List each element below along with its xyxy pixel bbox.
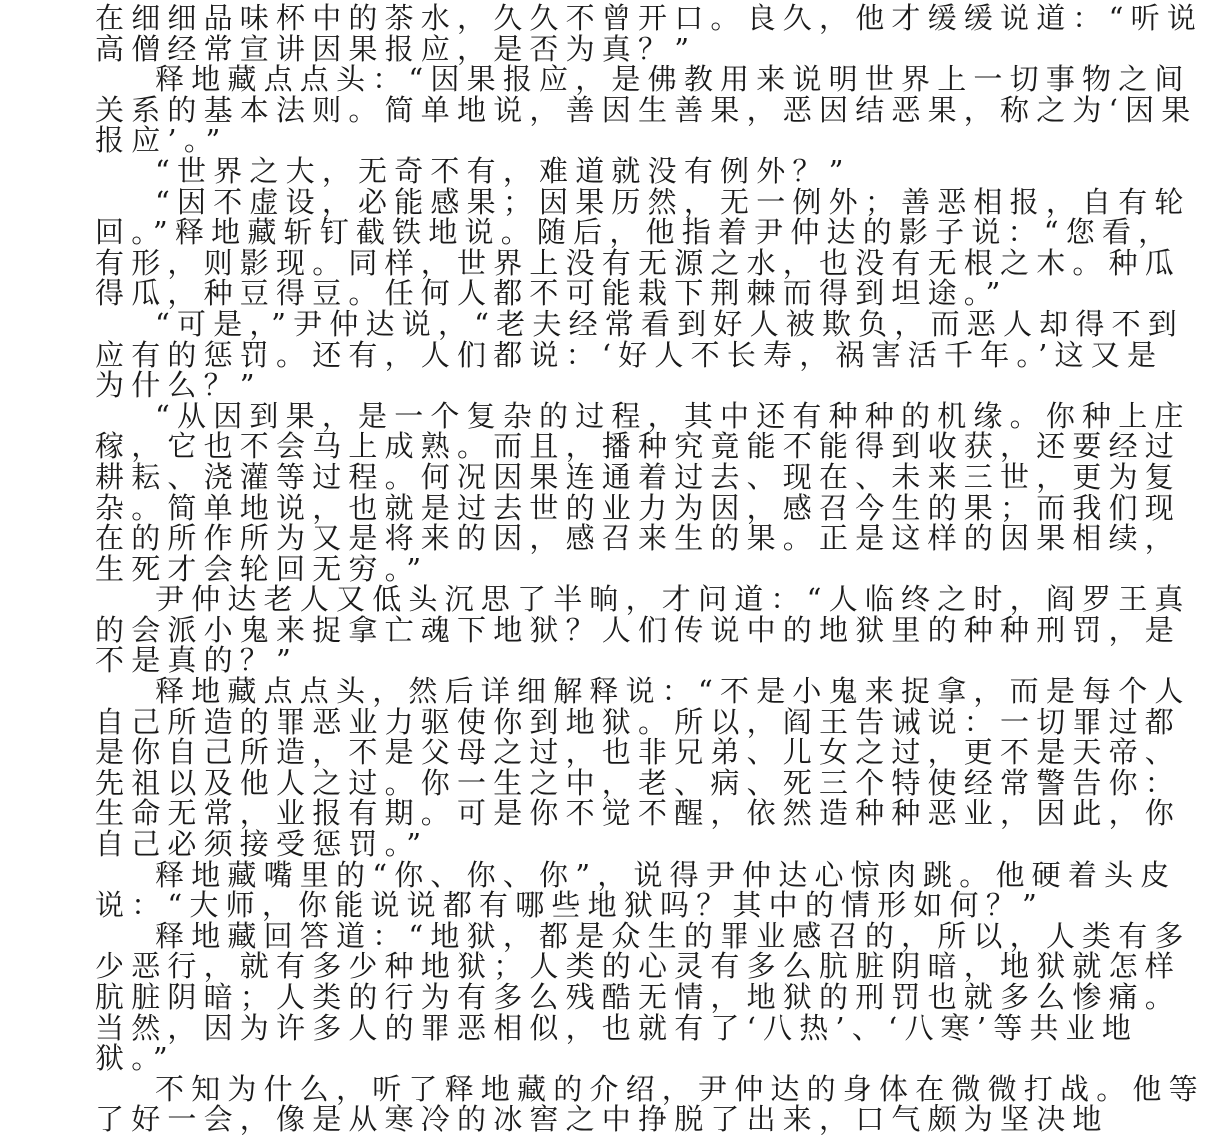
text-line: 是你自己所造，不是父母之过，也非兄弟、儿女之过，更不是天帝、 (95, 735, 1182, 770)
text-line: 应有的惩罚。还有，人们都说：‘好人不长寿，祸害活千年。’这又是 (95, 337, 1164, 372)
text-line: 为什么？” (95, 368, 262, 403)
text-line-paragraph-start: 释地藏回答道：“地狱，都是众生的罪业感召的，所以，人类有多 (155, 918, 1191, 953)
text-line: 在的所作所为又是将来的因，感召来生的果。正是这样的因果相续， (95, 521, 1182, 556)
text-line: 稼，它也不会马上成熟。而且，播种究竟能不能得到收获，还要经过 (95, 429, 1182, 464)
text-line: 说：“大师，你能说说都有哪些地狱吗？其中的情形如何？” (95, 888, 1045, 923)
text-line: 肮脏阴暗；人类的行为有多么残酷无情，地狱的刑罚也就多么惨痛。 (95, 980, 1182, 1014)
text-line-paragraph-start: 不知为什么，听了释地藏的介绍，尹仲达的身体在微微打战。他等 (155, 1071, 1205, 1106)
text-line-paragraph-start: “世界之大，无奇不有，难道就没有例外？” (155, 153, 851, 188)
text-line: 先祖以及他人之过。你一生之中，老、病、死三个特使经常警告你： (95, 765, 1182, 800)
text-line: 耕耘、浇灌等过程。何况因果连通着过去、现在、未来三世，更为复 (95, 459, 1182, 494)
text-line: 不是真的？” (95, 643, 299, 678)
text-line: 少恶行，就有多少种地狱；人类的心灵有多么肮脏阴暗，地狱就怎样 (95, 949, 1182, 984)
text-line: 杂。简单地说，也就是过去世的业力为因，感召今生的果；而我们现 (95, 490, 1182, 525)
text-line-paragraph-start: 释地藏嘴里的“你、你、你”，说得尹仲达心惊肉跳。他硬着头皮 (155, 857, 1177, 892)
document-page (95, 1, 1205, 1137)
text-line-paragraph-start: 释地藏点点头，然后详细解释说：“不是小鬼来捉拿，而是每个人 (155, 674, 1191, 709)
text-line: 狱。” (95, 1041, 175, 1076)
text-line: 高僧经常宣讲因果报应，是否为真？” (95, 31, 697, 66)
text-line: 生命无常，业报有期。可是你不觉不醒，依然造种种恶业，因此，你 (95, 796, 1182, 831)
text-line-paragraph-start: “因不虚设，必能感果；因果历然，无一例外；善恶相报，自有轮 (155, 184, 1191, 219)
text-line-paragraph-start: 尹仲达老人又低头沉思了半晌，才问道：“人临终之时，阎罗王真 (155, 582, 1191, 617)
text-line: 自己所造的罪恶业力驱使你到地狱。所以，阎王告诫说：一切罪过都 (95, 704, 1182, 739)
text-line: 的会派小鬼来捉拿亡魂下地狱？人们传说中的地狱里的种种刑罚，是 (95, 612, 1182, 647)
text-line-paragraph-start: 释地藏点点头：“因果报应，是佛教用来说明世界上一切事物之间 (155, 62, 1191, 97)
text-line: 生死才会轮回无穷。” (95, 551, 429, 586)
text-line-paragraph-start: “从因到果，是一个复杂的过程，其中还有种种的机缘。你种上庄 (155, 398, 1191, 433)
text-line: 自己必须接受惩罚。” (95, 827, 429, 862)
text-line: 报应’。” (95, 123, 228, 158)
text-line: 得瓜，种豆得豆。任何人都不可能栽下荆棘而得到坦途。” (95, 276, 1008, 311)
text-line: 了好一会，像是从寒冷的冰窖之中挣脱了出来，口气颇为坚决地 (95, 1102, 1109, 1137)
text-line: 在细细品味杯中的茶水，久久不曾开口。良久，他才缓缓说道：“听说 (95, 1, 1204, 35)
text-line: 回。”释地藏斩钉截铁地说。随后，他指着尹仲达的影子说：“您看， (95, 215, 1175, 250)
text-line: 当然，因为许多人的罪恶相似，也就有了‘八热’、‘八寒’等共业地 (95, 1010, 1139, 1045)
text-line: 关系的基本法则。简单地说，善因生善果，恶因结恶果，称之为‘因果 (95, 92, 1198, 127)
text-line: 有形，则影现。同样，世界上没有无源之水，也没有无根之木。种瓜 (95, 245, 1182, 280)
text-line-paragraph-start: “可是，”尹仲达说，“老夫经常看到好人被欺负，而恶人却得不到 (155, 306, 1184, 341)
